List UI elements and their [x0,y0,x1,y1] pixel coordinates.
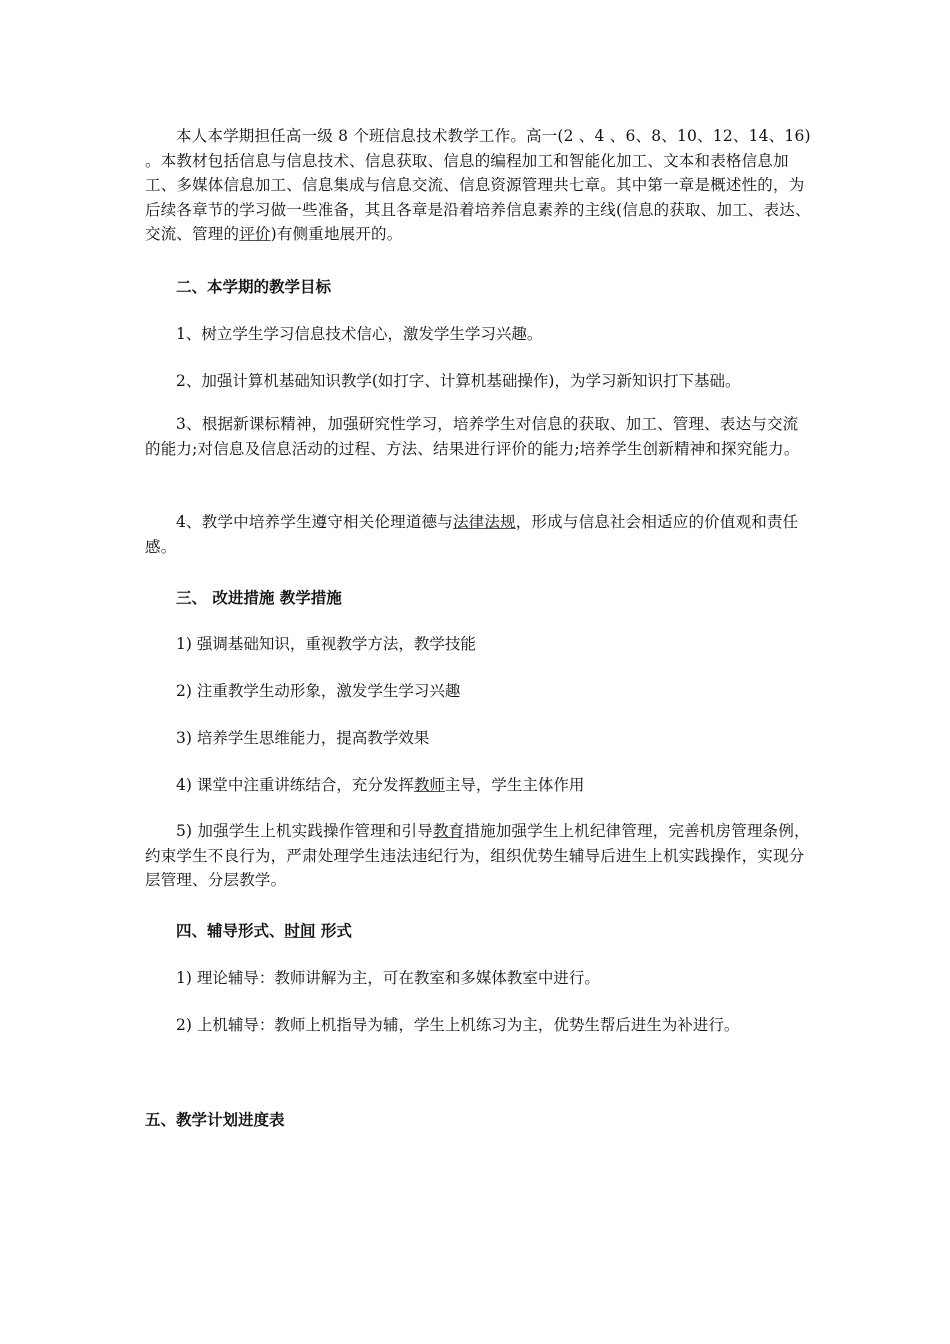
goal-3-text: 3、根据新课标精神，加强研究性学习，培养学生对信息的获取、加工、管理、表达与交流的能力;对信息及信息活动的过程、方法、结果进行评价的能力;培养学生创新精神和探究能力。 [145,415,800,458]
intro-text-end: )有侧重地展开的。 [270,225,403,243]
goal-3 [145,412,812,461]
link-teacher[interactable]: 教师 [413,776,445,794]
measure-5-text-end: 措施加强学生上机纪律管理，完善机房管理条例，约束学生不良行为，严肃处理学生违法违纪行为，组织优势生辅导后进生上机实践操作，实现分层管理、分层教学。 [145,822,810,889]
measure-4 [176,773,584,795]
measure-4-text-end: 主导，学生主体作用 [444,776,585,794]
goal-4-text-end: ，形成与信息社会相适应的价值观和责任感。 [145,513,799,556]
link-time[interactable]: 时间 [284,922,316,940]
goal-2: 2、加强计算机基础知识教学(如打字、计算机基础操作)，为学习新知识打下基础。 [176,372,741,390]
measure-4-text: 4) 课堂中注重讲练结合，充分发挥 [176,776,414,794]
goal-4-text: 4、教学中培养学生遵守相关伦理道德与 [176,513,453,531]
measure-2: 2) 注重教学生动形象，激发学生学习兴趣 [176,682,461,700]
section-3-heading: 三、 改进措施 教学措施 [176,589,342,607]
link-laws[interactable]: 法律法规 [452,513,516,531]
measure-3: 3) 培养学生思维能力，提高教学效果 [176,729,430,747]
measure-1: 1) 强调基础知识，重视教学方法，教学技能 [176,635,476,653]
form-2: 2) 上机辅导：教师上机指导为辅，学生上机练习为主，优势生帮后进生为补进行。 [176,1016,740,1034]
goal-4 [145,510,812,559]
section-4-heading [176,919,352,941]
measure-5 [145,819,812,893]
intro-paragraph [145,124,812,247]
section-4-heading-end: 形式 [315,922,352,940]
form-1: 1) 理论辅导：教师讲解为主，可在教室和多媒体教室中进行。 [176,969,600,987]
section-2-heading: 二、本学期的教学目标 [176,278,332,296]
link-education[interactable]: 教育 [432,822,465,840]
goal-1: 1、树立学生学习信息技术信心，激发学生学习兴趣。 [176,325,543,343]
measure-5-text: 5) 加强学生上机实践操作管理和引导 [176,822,433,840]
section-4-heading-text: 四、辅导形式、 [176,922,285,940]
section-5-heading: 五、教学计划进度表 [145,1111,285,1129]
link-evaluation[interactable]: 评价 [239,225,271,243]
intro-text: 本人本学期担任高一级 8 个班信息技术教学工作。高一(2 、4 、6、8、10、12、14、16) 。本教材包括信息与信息技术、信息获取、信息的编程加工和智能化加工、文本和表格信息加工、多媒体信息加工、信息集成与信息交流、信息资源管理共七章。其中第一章是概述性的，为后续各章节的学习做一些准备，其且各章是沿着培养信息素养的主线(信息的获取、加工、表达、交流、管理的 [145,127,811,243]
